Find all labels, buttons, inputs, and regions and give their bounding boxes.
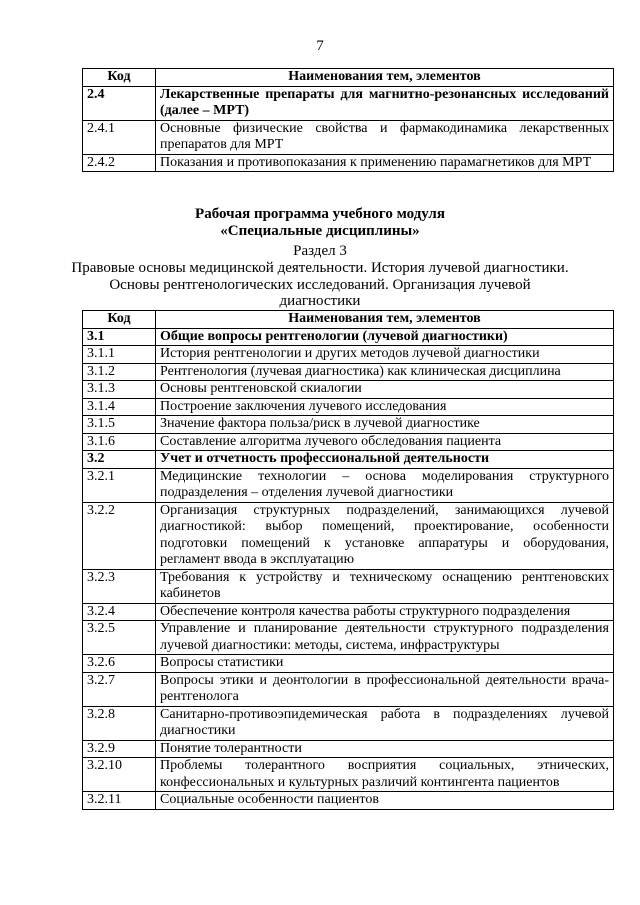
code-column-header: Код <box>83 311 156 329</box>
topic-code: 3.2.6 <box>83 655 156 673</box>
section-number: Раздел 3 <box>293 243 347 259</box>
topic-name: Лекарственные препараты для магнитно-резонансных исследований (далее – МРТ) <box>156 86 614 120</box>
table-row <box>83 433 614 451</box>
topic-code: 3.2.5 <box>83 621 156 655</box>
topic-name: Общие вопросы рентгенологии (лучевой диагностики) <box>156 328 614 346</box>
topic-code: 2.4 <box>83 86 156 120</box>
topic-code: 3.2.9 <box>83 740 156 758</box>
topic-code: 2.4.1 <box>83 120 156 154</box>
topic-name: Построение заключения лучевого исследования <box>156 398 614 416</box>
table-row <box>83 346 614 364</box>
table-row <box>83 328 614 346</box>
topic-code: 3.2.3 <box>83 569 156 603</box>
name-column-header: Наименования тем, элементов <box>156 311 614 329</box>
topic-code: 3.1 <box>83 328 156 346</box>
table-row <box>83 154 614 172</box>
topic-code: 3.1.5 <box>83 416 156 434</box>
table-row <box>83 363 614 381</box>
topic-code: 3.1.2 <box>83 363 156 381</box>
topic-code: 3.2.8 <box>83 706 156 740</box>
topic-code: 3.2.2 <box>83 502 156 569</box>
topic-name: Медицинские технологии – основа моделирования структурного подразделения – отделения лучевой диагностики <box>156 468 614 502</box>
topics-table-section3 <box>82 310 614 810</box>
topic-name: История рентгенологии и других методов лучевой диагностики <box>156 346 614 364</box>
topic-code: 3.2.11 <box>83 792 156 810</box>
topic-code: 3.2.7 <box>83 672 156 706</box>
topic-code: 3.2.1 <box>83 468 156 502</box>
topic-name: Показания и противопоказания к применению парамагнетиков для МРТ <box>156 154 614 172</box>
table-row <box>83 381 614 399</box>
table-row <box>83 120 614 154</box>
table-row <box>83 502 614 569</box>
table-row <box>83 603 614 621</box>
table-row <box>83 672 614 706</box>
topic-name: Организация структурных подразделений, занимающихся лучевой диагностикой: выбор помещений, проектирование, особенности подготовки помещений к установке аппаратуры и оборудования, регламент ввода в эксплуатацию <box>156 502 614 569</box>
topic-name: Требования к устройству и техническому оснащению рентгеновских кабинетов <box>156 569 614 603</box>
program-title-line1: Рабочая программа учебного модуля <box>195 206 445 222</box>
page-number: 7 <box>316 38 324 54</box>
table-header-row <box>83 69 614 87</box>
table-row <box>83 621 614 655</box>
topic-name: Вопросы этики и деонтологии в профессиональной деятельности врача-рентгенолога <box>156 672 614 706</box>
table-row <box>83 792 614 810</box>
table-row <box>83 655 614 673</box>
code-column-header: Код <box>83 69 156 87</box>
table-header-row <box>83 311 614 329</box>
topic-code: 3.1.4 <box>83 398 156 416</box>
table-row <box>83 569 614 603</box>
topics-table-continued <box>82 68 614 172</box>
topic-name: Социальные особенности пациентов <box>156 792 614 810</box>
topic-name: Учет и отчетность профессиональной деятельности <box>156 451 614 469</box>
table-row <box>83 451 614 469</box>
topic-name: Значение фактора польза/риск в лучевой диагностике <box>156 416 614 434</box>
topic-code: 3.2.10 <box>83 758 156 792</box>
topic-code: 3.2.4 <box>83 603 156 621</box>
topic-name: Санитарно-противоэпидемическая работа в подразделениях лучевой диагностики <box>156 706 614 740</box>
table-row <box>83 706 614 740</box>
topic-name: Рентгенология (лучевая диагностика) как клиническая дисциплина <box>156 363 614 381</box>
topic-name: Управление и планирование деятельности структурного подразделения лучевой диагностики: методы, система, инфраструктуры <box>156 621 614 655</box>
topic-name: Вопросы статистики <box>156 655 614 673</box>
topic-name: Составление алгоритма лучевого обследования пациента <box>156 433 614 451</box>
table-row <box>83 416 614 434</box>
topic-code: 3.1.1 <box>83 346 156 364</box>
topic-name: Основы рентгеновской скиалогии <box>156 381 614 399</box>
topic-name: Основные физические свойства и фармакодинамика лекарственных препаратов для МРТ <box>156 120 614 154</box>
topic-name: Понятие толерантности <box>156 740 614 758</box>
topic-code: 3.1.3 <box>83 381 156 399</box>
program-title-line2: «Специальные дисциплины» <box>220 223 420 239</box>
name-column-header: Наименования тем, элементов <box>156 69 614 87</box>
table-row <box>83 758 614 792</box>
table-row <box>83 86 614 120</box>
table-row <box>83 468 614 502</box>
topic-code: 2.4.2 <box>83 154 156 172</box>
topic-code: 3.2 <box>83 451 156 469</box>
topic-name: Проблемы толерантного восприятия социальных, этнических, конфессиональных и культурных различий контингента пациентов <box>156 758 614 792</box>
section-title-line1: Правовые основы медицинской деятельности. История лучевой диагностики. <box>71 260 569 276</box>
section-title-line3: диагностики <box>279 293 361 309</box>
table-row <box>83 398 614 416</box>
topic-name: Обеспечение контроля качества работы структурного подразделения <box>156 603 614 621</box>
topic-code: 3.1.6 <box>83 433 156 451</box>
section-title-line2: Основы рентгенологических исследований. Организация лучевой <box>109 277 531 293</box>
table-row <box>83 740 614 758</box>
